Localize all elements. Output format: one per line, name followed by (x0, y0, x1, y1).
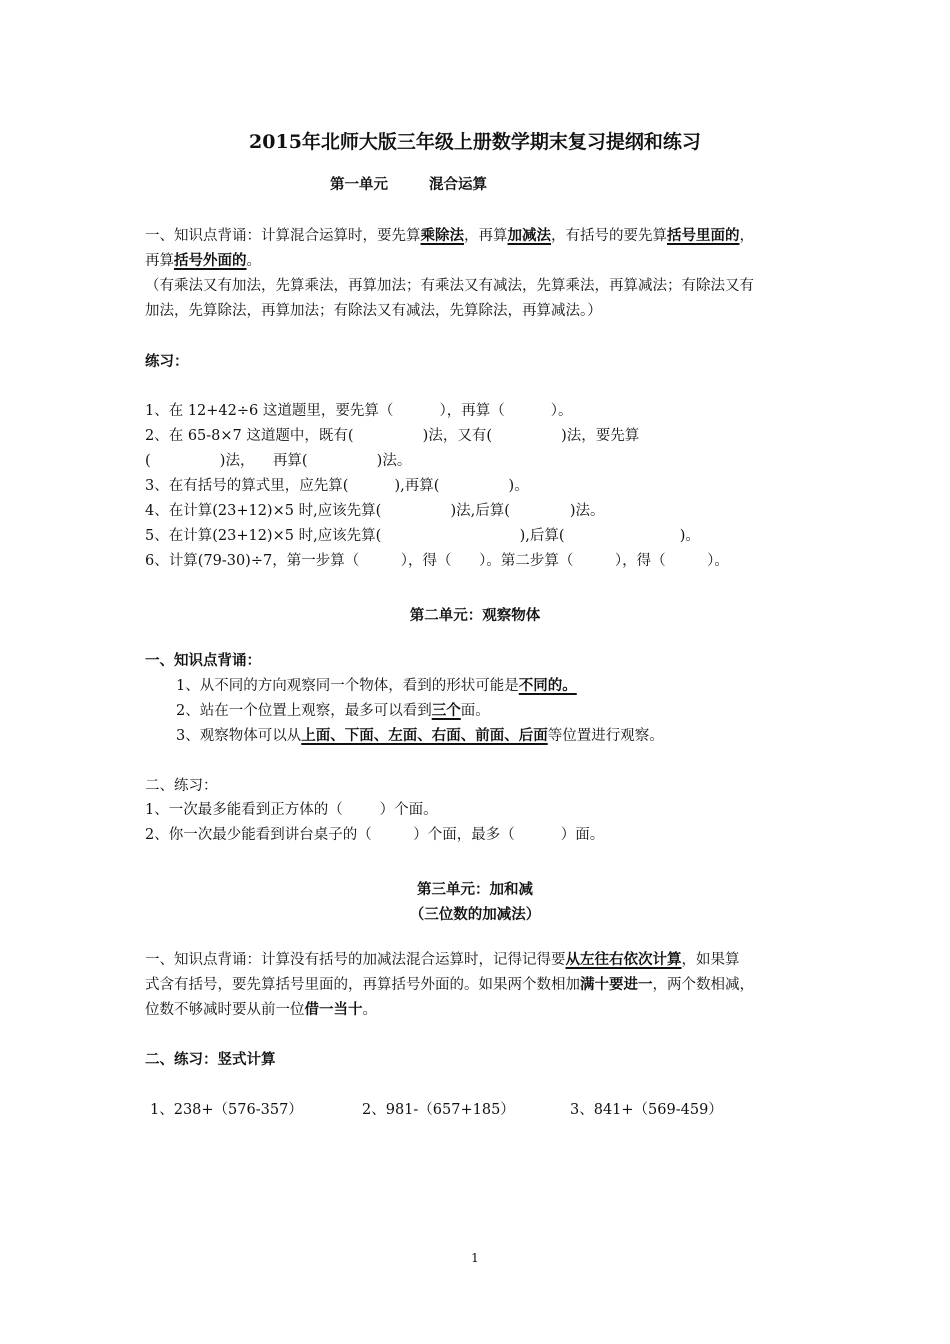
unit3-problem-3: 3、841+（569-459） (570, 1102, 723, 1118)
unit1-knowledge-line4: 加法，先算除法，再算加法；有除法又有减法，先算除法，再算减法。） (145, 303, 602, 319)
unit2-knowledge-label: 一、知识点背诵： (145, 652, 261, 669)
unit1-knowledge-line3: （有乘法又有加法，先算乘法，再算加法；有乘法又有减法，先算乘法，再算减法；有除法又有 (145, 278, 754, 294)
unit3-problem-2: 2、981-（657+185） (362, 1102, 515, 1118)
unit1-practice-label: 练习： (145, 353, 189, 370)
unit1-question-2b: ( )法， 再算( )法。 (145, 453, 412, 469)
unit3-heading: 第三单元：加和减 (417, 881, 533, 898)
unit1-heading-b: 混合运算 (429, 176, 487, 193)
unit3-problem-1: 1、238+（576-357） (150, 1102, 303, 1118)
unit1-knowledge-line1: 一、知识点背诵：计算混合运算时，要先算乘除法，再算加减法，有括号的要先算括号里面的， (145, 227, 754, 244)
unit3-knowledge-line3: 位数不够减时要从前一位借一当十。 (145, 1001, 377, 1018)
unit3-knowledge-line2: 式含有括号，要先算括号里面的，再算括号外面的。如果两个数相加满十要进一，两个数相减， (145, 976, 754, 993)
unit1-knowledge-line2: 再算括号外面的。 (145, 252, 261, 269)
unit2-knowledge-1: 1、从不同的方向观察同一个物体，看到的形状可能是不同的。 (176, 677, 577, 694)
unit1-question-6: 6、计算(79-30)÷7，第一步算（ ），得（ ）。第二步算（ ），得（ ）。 (145, 553, 729, 569)
unit3-practice-label: 二、练习：竖式计算 (145, 1051, 276, 1068)
unit1-question-4: 4、在计算(23+12)×5 时,应该先算( )法,后算( )法。 (145, 503, 605, 519)
unit2-practice-label: 二、练习： (145, 778, 218, 794)
document-title: 2015年北师大版三年级上册数学期末复习提纲和练习 (249, 131, 701, 153)
unit1-question-3: 3、在有括号的算式里，应先算( ),再算( )。 (145, 478, 529, 494)
unit1-question-2a: 2、在 65-8×7 这道题中，既有( )法，又有( )法，要先算 (145, 428, 640, 444)
unit2-knowledge-3: 3、观察物体可以从上面、下面、左面、右面、前面、后面等位置进行观察。 (176, 727, 664, 744)
unit1-heading-a: 第一单元 (330, 176, 388, 193)
page-number: 1 (471, 1251, 479, 1265)
unit2-heading: 第二单元：观察物体 (409, 607, 541, 624)
unit2-question-2: 2、你一次最少能看到讲台桌子的（ ）个面，最多（ ）面。 (145, 827, 605, 843)
unit1-question-5: 5、在计算(23+12)×5 时,应该先算( ),后算( )。 (145, 528, 700, 544)
unit2-question-1: 1、一次最多能看到正方体的（ ）个面。 (145, 802, 438, 818)
unit3-subheading: （三位数的加减法） (409, 906, 541, 923)
unit3-knowledge-line1: 一、知识点背诵：计算没有括号的加减法混合运算时，记得记得要从左往右依次计算，如果算 (145, 951, 740, 968)
unit1-question-1: 1、在 12+42÷6 这道题里，要先算（ ），再算（ ）。 (145, 403, 573, 419)
unit2-knowledge-2: 2、站在一个位置上观察，最多可以看到三个面。 (176, 702, 490, 719)
